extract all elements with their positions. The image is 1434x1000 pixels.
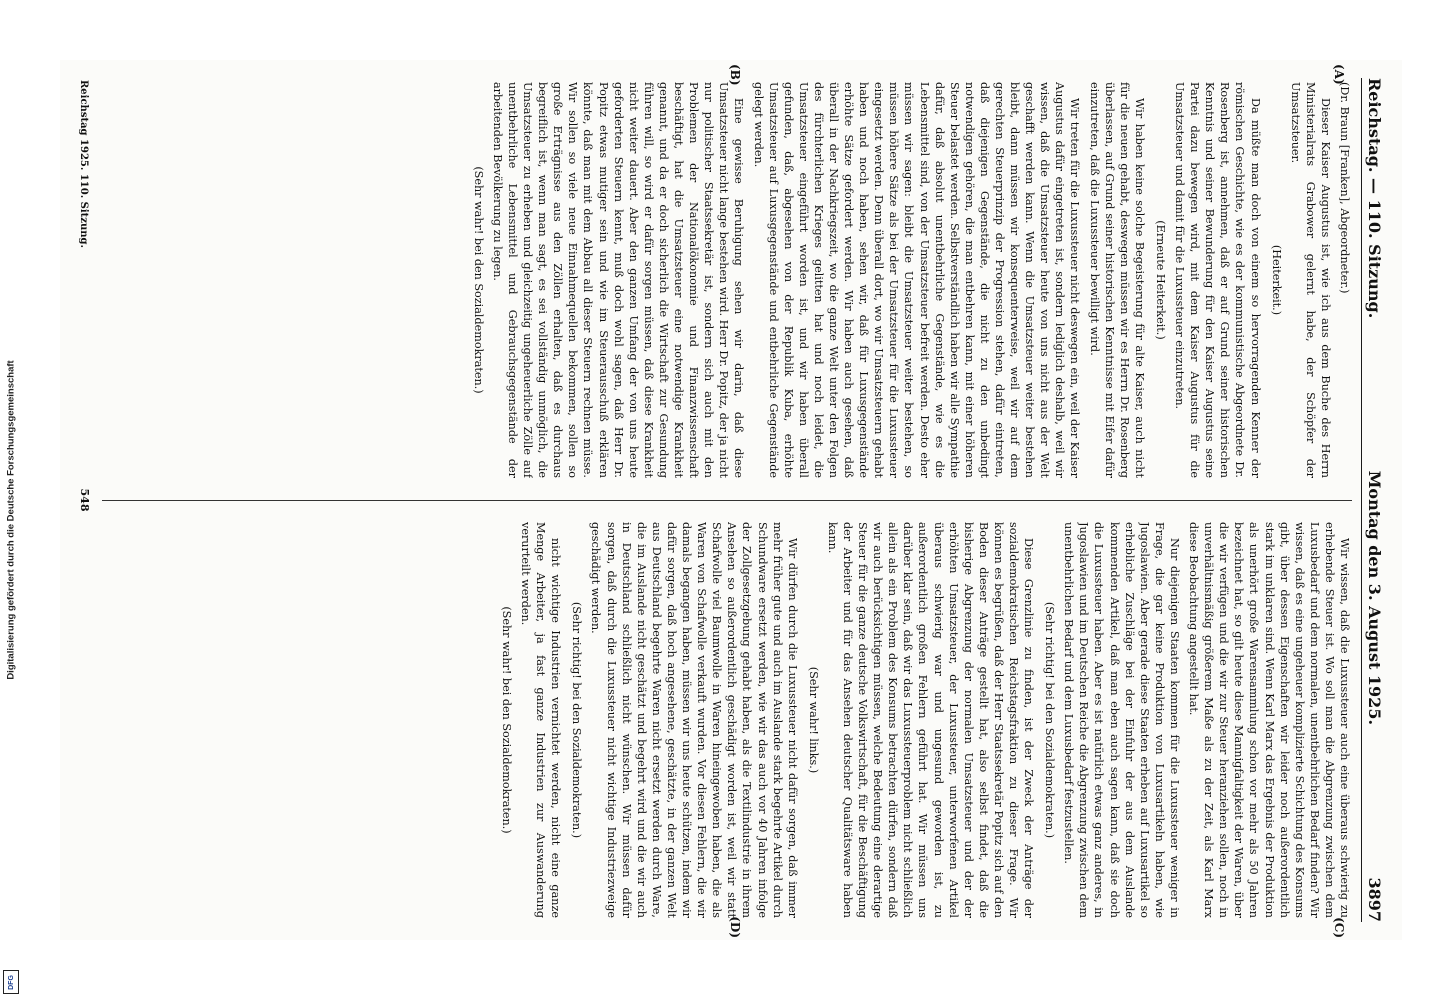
- interjection: (Sehr richtig! bei den Sozialdemokraten.): [570, 601, 584, 839]
- paragraph: Wir dürfen durch die Luxussteuer nicht dafür sorgen, daß immer mehr früher gute und auch im Auslande stark begehrte Artikel durch Schundware ersetzt werden, wie wir das auch vor 40 Jahren infolge der Zollgesetzgebung gehabt haben, als die Textilindustrie in ihrem Ansehen so außerordentlich geschädigt worden ist, weil wir statt Schafwolle viel Baumwolle in Waren hineingewoben haben, die als Waren von Schafwolle verkauft wurden. Vor diesen Fehlern, die wir damals begangen haben, müssen wir uns heute schützen, indem wir dafür sorgen, daß hoch angesehene, geschätzte, in der ganzen Welt aus Deutschland begehrte Waren nicht ersetzt werden durch Ware, die im Auslande nicht geschätzt und begehrt wird und die wir auch in Deutschland schließlich nicht wünschen. Wir müssen dafür sorgen, daß durch die Luxussteuer nicht wichtige Industriezweige geschädigt werden.: [589, 522, 799, 918]
- interjection: (Sehr wahr! bei den Sozialdemokraten.): [471, 166, 485, 394]
- column-divider: [102, 500, 1352, 501]
- header-date: Montag den 3. August 1925.: [1365, 470, 1384, 726]
- margin-marker-c: (C): [1332, 917, 1346, 938]
- text-column-left: [102, 82, 1352, 478]
- paragraph: Wir haben keine solche Begeisterung für alte Kaiser, auch nicht für die neuen gehabt, deswegen müssen wir es Herrn Dr. Rosenberg überlassen, auf Grund seiner historischen Kenntnisse mit Eifer dafür einzutreten, daß die Luxussteuer bewilligt wird.: [1087, 82, 1146, 478]
- interjection: (Sehr richtig! bei den Sozialdemokraten.): [1043, 601, 1057, 839]
- dfg-logo: [3, 970, 19, 994]
- margin-marker-a: (A): [1332, 64, 1346, 85]
- paragraph: Da müßte man doch von einem so hervorragenden Kenner der römischen Geschichte, wie es der kommunistische Abgeordnete Dr. Rosenberg ist, annehmen, daß er auf Grund seiner historischen Kenntnis und seiner Bewunderung für den Kaiser Augustus seine Partei dazu bewegen wird, mit dem Kaiser Augustus für die Umsatzsteuer und damit für die Luxussteuer einzutreten.: [1173, 82, 1262, 478]
- interjection: (Sehr wahr! bei den Sozialdemokraten.): [500, 606, 514, 834]
- footer-sitting: Reichstag 1925. 110. Sitzung.: [78, 80, 89, 248]
- digitization-credit-text: Digitalisierung gefördert durch die Deutsche Forschungsgemeinschaft: [5, 360, 17, 680]
- interjection: (Sehr wahr! links.): [806, 666, 820, 774]
- paragraph: Wir wissen, daß die Luxussteuer auch eine überaus schwierig zu erhebende Steuer ist. Wo soll man die Abgrenzung zwischen dem Luxusbedarf und dem normalen, unentbehrlichen Bedarf finden? Wir wissen, daß es eine ungeheuer komplizierte Schichtung des Konsums gibt, über dessen Eigenschaften wir leider noch außerordentlich stark im unklaren sind. Wenn Karl Marx das Ergebnis der Produktion als unerhört große Warensammlung schon vor mehr als 50 Jahren bezeichnet hat, so gilt heute diese Mannigfaltigkeit der Waren, über die wir verfügen und die wir zur Steuer heranziehen sollen, noch in unverhältnismäßig größerem Maße als zu der Zeit, als Karl Marx diese Beobachtung angestellt hat.: [1187, 522, 1351, 918]
- interjection: (Erneute Heiterkeit.): [1153, 220, 1167, 340]
- margin-marker-b: (B): [728, 64, 742, 86]
- paragraph: Wir treten für die Luxussteuer nicht deswegen ein, weil der Kaiser Augustus dafür eingetreten ist, sondern lediglich deshalb, weil wir wissen, daß die Umsatzsteuer heute von uns nicht aus der Welt geschafft werden kann. Wenn die Umsatzsteuer weiter bestehen bleibt, dann müssen wir konsequenterweise, weil wir auf dem gerechten Steuerprinzip der Progression stehen, dafür eintreten, daß diejenigen Gegenstände, die nicht zu den unbedingt notwendigen gehören, die man entbehren kann, mit einer höheren Steuer belastet werden. Selbstverständlich haben wir alle Sympathie dafür, daß absolut unentbehrliche Gegenstände, wie es die Lebensmittel sind, von der Umsatzsteuer befreit werden. Desto eher müssen wir sagen: bleibt die Umsatzsteuer weiter bestehen, so müssen höhere Sätze als bei der Umsatzsteuer für die Luxussteuer eingesetzt werden. Denn überall dort, wo wir Umsatzsteuern gehabt haben und noch haben, sehen wir, daß für Luxusgegenstände erhöhte Sätze gefordert werden. Wir haben auch gesehen, daß überall in der Nachkriegszeit, wo die ganze Welt unter den Folgen des fürchterlichen Krieges gelitten hat und noch leidet, die Umsatzsteuer eingeführt worden ist, und wir haben überall gefunden, daß, abgesehen von der Republik Kuba, erhöhte Umsatzsteuer auf Luxusgegenstände und entbehrliche Gegenstände gelegt werden.: [751, 82, 1082, 478]
- paragraph: Dieser Kaiser Augustus ist, wie ich aus dem Buche des Herrn Ministerialrats Grabower gelernt habe, der Schöpfer der Umsatzsteuer.: [1288, 82, 1332, 478]
- text-column-right: [102, 522, 1352, 918]
- page-number-top: 3897: [1365, 877, 1384, 922]
- digitization-credit: [4, 50, 18, 990]
- speaker-line: (Dr. Braun [Franken], Abgeordneter.): [1338, 82, 1351, 294]
- interjection: (Heiterkeit.): [1269, 244, 1283, 316]
- running-header: [1361, 78, 1384, 922]
- header-left: Reichstag. — 110. Sitzung.: [1365, 78, 1384, 319]
- scanned-page: [60, 60, 1402, 940]
- paragraph: nicht wichtige Industrien vernichtet werden, nicht eine ganze Menge Arbeiter, ja fast ganze Industrien zur Auswanderung verurteilt werden.: [519, 522, 563, 918]
- page-number-bottom: 548: [78, 488, 91, 512]
- paragraph: Nur diejenigen Staaten kommen für die Luxussteuer weniger in Frage, die gar keine Produktion von Luxusartikeln haben, wie Jugoslawien. Aber gerade diese Staaten erheben auf Luxusartikel so erhebliche Zuschläge bei der Einfuhr der aus dem Auslande kommenden Artikel, daß man eben auch sagen kann, daß sie doch die Luxussteuer haben. Aber es ist natürlich etwas ganz anderes, in Jugoslawien und im Deutschen Reiche die Abgrenzung zwischen dem unentbehrlichen Bedarf und dem Luxusbedarf festzustellen.: [1062, 522, 1181, 918]
- dfg-logo-text: DFG: [7, 974, 15, 990]
- margin-marker-d: (D): [728, 916, 742, 938]
- paragraph: Diese Grenzlinie zu finden, ist der Zweck der Anträge der sozialdemokratischen Reichstagsfraktion zu dieser Frage. Wir können es begrüßen, daß der Herr Staatssekretär Popitz sich auf den Boden dieser Anträge gestellt hat, also selbst findet, daß die bisherige Abgrenzung der normalen Umsatzsteuer und der der erhöhten Umsatzsteuer, der Luxussteuer, unterworfenen Artikel überaus schwierig war und ungesund geworden ist, zu außerordentlich großen Fehlern geführt hat. Wir müssen uns darüber klar sein, daß wir das Luxussteuerproblem nicht schließlich allein als ein Problem des Konsums betrachten dürfen, sondern daß wir auch berücksichtigen müssen, welche Bedeutung eine derartige Steuer für die ganze deutsche Volkswirtschaft, für die Beschäftigung der Arbeiter und für das Ansehen deutscher Qualitätsware haben kann.: [825, 522, 1036, 918]
- scan-stage: [60, 60, 1402, 940]
- paragraph: Eine gewisse Beruhigung sehen wir darin, daß diese Umsatzsteuer nicht lange bestehen wird. Herr Dr. Popitz, der ja nicht nur politischer Staatssekretär ist, sondern sich auch mit den Problemen der Nationalökonomie und Finanzwissenschaft beschäftigt, hat die Umsatzsteuer eine notwendige Krankheit genannt, und da er doch sicherlich die Wirtschaft zur Gesundung führen will, so wird er dafür sorgen müssen, daß diese Krankheit nicht weiter dauert. Aber den ganzen Umfang der von uns heute geforderten Steuern kennt, muß doch wohl sagen, daß Herr Dr. Popitz etwas mutiger sein und wie im Steuerausschuß erklären könnte, daß man mit dem Abbau all dieser Steuern rechnen müsse. Wir sollen so viele neue Einnahmequellen bekommen, sollen so große Erträgnisse aus den Zöllen erhalten, daß es durchaus begreiflich ist, wenn man sagt, es sei vollständig unmöglich, die Umsatzsteuer zu erheben und gleichzeitig ungeheuerliche Zölle auf unentbehrliche Lebensmittel und Gebrauchsgegenstände der arbeitenden Bevölkerung zu legen.: [490, 82, 746, 478]
